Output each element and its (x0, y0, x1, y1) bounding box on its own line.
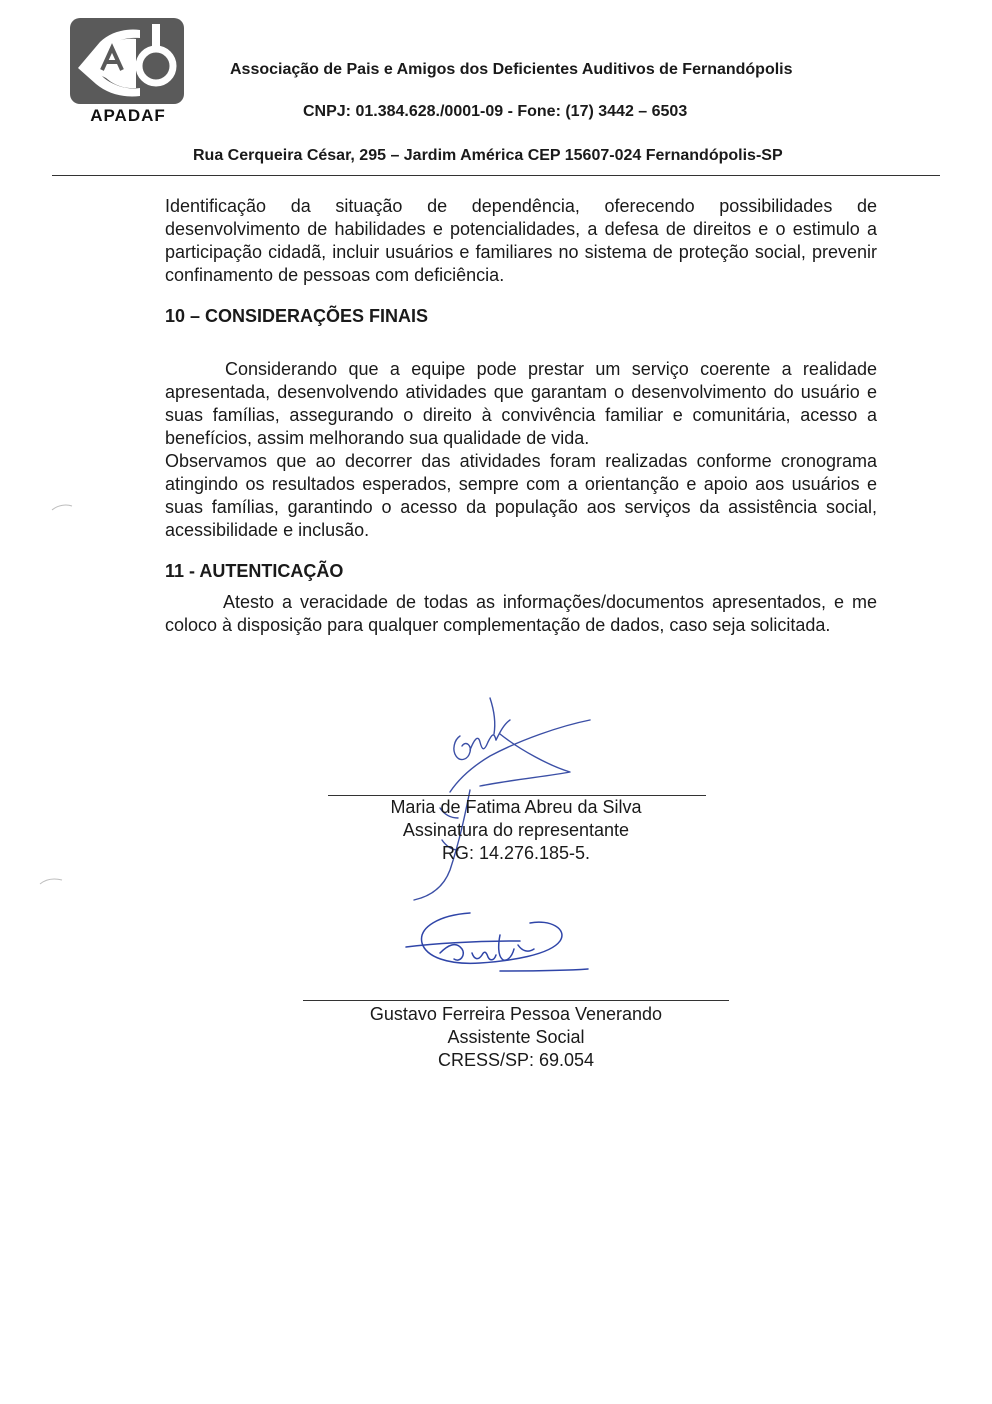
social-worker-role: Assistente Social (447, 1027, 585, 1047)
social-worker-signature-block (303, 1003, 729, 1072)
social-worker-name: Gustavo Ferreira Pessoa Venerando (369, 1004, 663, 1024)
social-worker-signature-mark (400, 905, 595, 985)
representative-role: Assinatura do representante (402, 820, 630, 840)
scan-mark (50, 502, 74, 512)
section-10-heading: 10 – CONSIDERAÇÕES FINAIS (165, 306, 429, 326)
scan-mark (38, 876, 64, 886)
representative-id: RG: 14.276.185-5. (441, 843, 591, 863)
address-line: Rua Cerqueira César, 295 – Jardim América CEP 15607-024 Fernandópolis-SP (193, 147, 783, 164)
section-10-paragraph-1: Considerando que a equipe pode prestar um serviço coerente a realidade apresentada, desenvolvendo atividades que garantam o desenvolvimento do usuário e suas famílias, assegurando o direito à convivência familiar e comunitária, acesso a benefícios, assim melhorando sua qualidade de vida. (165, 359, 877, 448)
social-worker-id: CRESS/SP: 69.054 (437, 1050, 595, 1070)
header-divider (52, 175, 940, 176)
representative-name: Maria de Fatima Abreu da Silva (390, 797, 642, 817)
logo-wordmark: APADAF (90, 106, 166, 125)
apadaf-logo (70, 18, 186, 125)
section-10-paragraph-2: Observamos que ao decorrer das atividades foram realizadas conforme cronograma atingindo os resultados esperados, sempre com a orientanção e apoio aos usuários e suas famílias, garantindo o acesso da população aos serviços da assistência social, acessibilidade e inclusão. (165, 451, 877, 540)
intro-paragraph: Identificação da situação de dependência, oferecendo possibilidades de desenvolvimento de habilidades e potencialidades, a defesa de direitos e o estimulo a participação cidadã, incluir usuários e familiares no sistema de proteção social, prevenir confinamento de pessoas com deficiência. (165, 196, 877, 285)
section-11-heading: 11 - AUTENTICAÇÃO (165, 561, 344, 581)
cnpj-phone-line: CNPJ: 01.384.628./0001-09 - Fone: (17) 3442 – 6503 (303, 103, 688, 120)
representative-signature-block (338, 796, 694, 865)
apadaf-logo-emblem (70, 18, 184, 104)
section-11-paragraph: Atesto a veracidade de todas as informações/documentos apresentados, e me coloco à disposição para qualquer complementação de dados, caso seja solicitada. (165, 592, 877, 635)
social-worker-signature-line (303, 1000, 729, 1001)
organization-name: Associação de Pais e Amigos dos Deficientes Auditivos de Fernandópolis (230, 61, 793, 78)
